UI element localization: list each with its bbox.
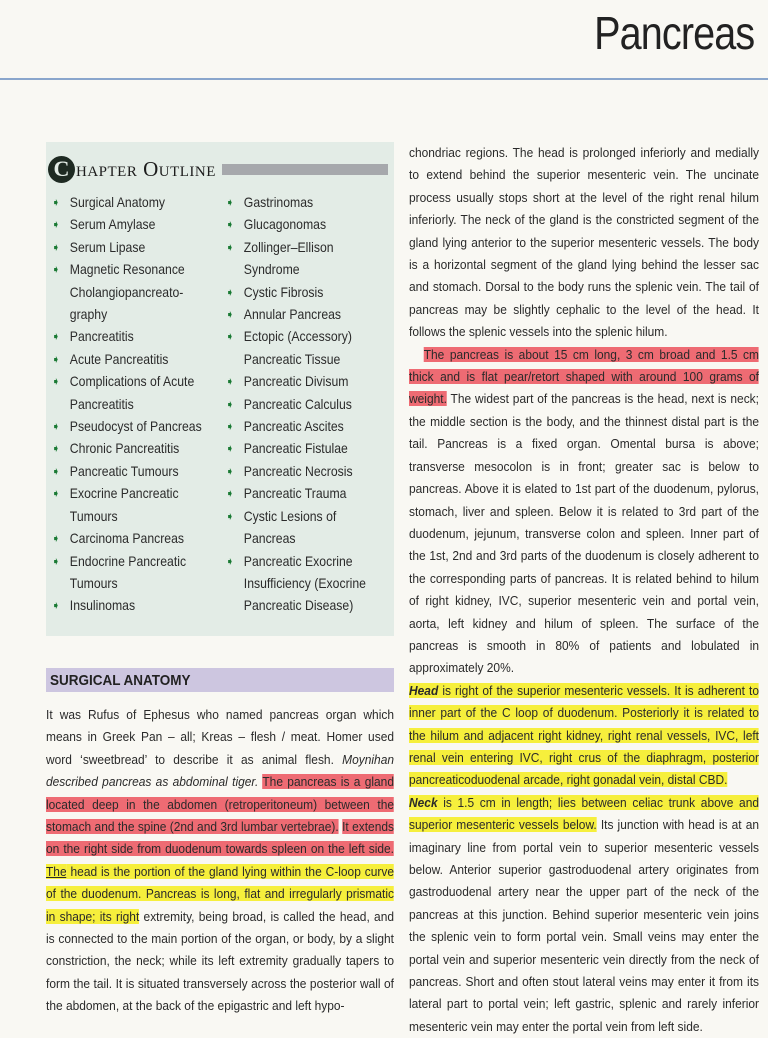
arrow-bullet-icon: ➧ bbox=[225, 286, 235, 299]
paragraph-neck bbox=[409, 792, 759, 1038]
outline-item bbox=[50, 528, 207, 550]
outline-item bbox=[50, 506, 207, 528]
outline-item-label: Magnetic Resonance bbox=[69, 262, 185, 278]
outline-item bbox=[224, 282, 372, 304]
arrow-bullet-icon: ➧ bbox=[225, 219, 235, 232]
outline-item-label: Pancreatic Fistulae bbox=[243, 441, 348, 457]
left-paragraph bbox=[46, 704, 394, 1018]
outline-item bbox=[50, 483, 207, 505]
outline-item-label: Tumours bbox=[69, 575, 118, 591]
highlight-yellow: head is the portion of the gland lying within the C-loop curve of the duodenum. Pancreas is long, flat and irregularly prismatic in shape; its right bbox=[46, 863, 395, 924]
outline-item bbox=[224, 394, 372, 416]
outline-item bbox=[224, 528, 372, 550]
outline-item-label: Pancreatic Calculus bbox=[243, 396, 352, 412]
outline-item bbox=[50, 304, 207, 326]
outline-item bbox=[50, 438, 207, 460]
outline-item-label: Syndrome bbox=[243, 262, 300, 278]
outline-item bbox=[50, 595, 207, 617]
arrow-bullet-icon: ➧ bbox=[225, 510, 235, 523]
outline-item bbox=[50, 416, 207, 438]
outline-item-label: Pancreatitis bbox=[69, 329, 134, 345]
outline-item-label: Gastrinomas bbox=[243, 195, 314, 210]
arrow-bullet-icon: ➧ bbox=[51, 219, 61, 232]
arrow-bullet-icon: ➧ bbox=[51, 241, 61, 254]
outline-item bbox=[50, 192, 207, 214]
outline-item bbox=[224, 438, 372, 460]
arrow-bullet-icon: ➧ bbox=[51, 533, 61, 546]
outline-item bbox=[224, 416, 372, 438]
paragraph-head bbox=[409, 680, 759, 792]
highlight-yellow: is 1.5 cm in length; lies between celiac trunk above and superior mesenteric vessels below. bbox=[409, 794, 760, 833]
outline-item bbox=[50, 326, 207, 348]
outline-item bbox=[224, 304, 372, 326]
arrow-bullet-icon: ➧ bbox=[225, 398, 235, 411]
outline-item bbox=[224, 349, 372, 371]
outline-item bbox=[224, 192, 372, 214]
outline-item-label: Annular Pancreas bbox=[243, 307, 341, 323]
outline-item bbox=[224, 371, 372, 393]
outline-item bbox=[224, 483, 372, 505]
outline-item-label: Cholangiopancreato- bbox=[69, 284, 184, 300]
outline-item-label: Pancreatic Ascites bbox=[243, 419, 344, 435]
outline-item bbox=[224, 214, 372, 236]
outline-list-right bbox=[224, 192, 388, 618]
outline-item-label: Pancreatic Necrosis bbox=[243, 463, 353, 479]
outline-item-label: Serum Lipase bbox=[69, 239, 146, 255]
outline-item-label: graphy bbox=[69, 307, 108, 323]
chapter-outline-header bbox=[48, 146, 388, 192]
page-title: Pancreas bbox=[593, 7, 754, 59]
outline-item-label: Zollinger–Ellison bbox=[243, 239, 334, 255]
outline-item-label: Tumours bbox=[69, 508, 118, 524]
outline-item bbox=[224, 326, 372, 348]
left-body-text bbox=[46, 704, 394, 1018]
outline-item bbox=[50, 237, 207, 259]
arrow-bullet-icon: ➧ bbox=[51, 555, 61, 568]
outline-item-label: Exocrine Pancreatic bbox=[69, 486, 179, 502]
term-neck: Neck bbox=[409, 794, 438, 810]
outline-item-label: Insulinomas bbox=[69, 598, 136, 614]
arrow-bullet-icon: ➧ bbox=[51, 465, 61, 478]
outline-item-label: Cystic Lesions of bbox=[243, 508, 337, 524]
term-head: Head bbox=[409, 682, 439, 698]
outline-item bbox=[50, 551, 207, 573]
highlight-yellow: is right of the superior mesenteric vessels. It is adherent to inner part of the C loop of duodenum. Posteriorly it is related to the hilum and adjacent right kidney, right renal vessels, IVC, left renal vein entering IVC, right crus of the diaphragm, posterior pancreaticoduodenal arcade, right gonadal vein, distal CBD. bbox=[409, 682, 760, 788]
outline-item-label: Pseudocyst of Pancreas bbox=[69, 419, 202, 435]
arrow-bullet-icon: ➧ bbox=[51, 443, 61, 456]
chapter-outline-columns bbox=[50, 192, 388, 618]
outline-item-label: Pancreatic Trauma bbox=[243, 486, 347, 502]
arrow-bullet-icon: ➧ bbox=[225, 488, 235, 501]
outline-item bbox=[50, 394, 207, 416]
outline-item-label: Chronic Pancreatitis bbox=[69, 441, 180, 457]
chapter-outline-box bbox=[46, 142, 394, 636]
text-run: extremity, being broad, is called the head, and is connected to the main portion of the organ, or body, by a slight constriction, the neck; while its left extremity gradually tapers to form the tail. It is situated transversely across the posterior wall of the abdomen, at the back of the epigastric and left hypo- bbox=[46, 908, 395, 1014]
text-run-italic: Moynihan described pancreas as abdominal tiger. bbox=[46, 751, 395, 790]
chapter-outline-bar bbox=[222, 164, 388, 175]
outline-item bbox=[50, 214, 207, 236]
highlight-yellow: The bbox=[46, 863, 67, 879]
outline-item bbox=[50, 573, 207, 595]
outline-item bbox=[224, 551, 372, 573]
arrow-bullet-icon: ➧ bbox=[225, 197, 235, 209]
arrow-bullet-icon: ➧ bbox=[51, 600, 61, 613]
arrow-bullet-icon: ➧ bbox=[225, 309, 235, 322]
outline-item-label: Acute Pancreatitis bbox=[69, 351, 169, 367]
text-run: The widest part of the pancreas is the head, next is neck; the middle section is the body, and the thinnest distal part is the tail. Pancreas is a fixed organ. Omental bursa is above; transverse mesocolon is in front; greater sac is below to pancreas. Above it is elated to 1st part of the duodenum, pylorus, stomach, liver and spleen. Below it is related to 3rd part of the duodenum, jejunum, transverse colon and spleen. Inner part of the 1st, 2nd and 3rd parts of the duodenum is closely adherent to the corresponding parts of pancreas. It is related behind to hilum of right kidney, IVC, superior mesenteric vein and portal vein, aorta, left kidney and hilum of spleen. The surface of the pancreas is smooth in 80% of patients and lobulated in approximately 20%. bbox=[409, 391, 760, 676]
outline-item bbox=[50, 349, 207, 371]
outline-item bbox=[224, 506, 372, 528]
outline-item-label: Pancreatic Divisum bbox=[243, 374, 349, 390]
outline-item-label: Pancreas bbox=[243, 531, 296, 547]
arrow-bullet-icon: ➧ bbox=[225, 555, 235, 568]
arrow-bullet-icon: ➧ bbox=[225, 443, 235, 456]
paragraph-continued: chondriac regions. The head is prolonged inferiorly and medially to extend behind the superior mesenteric vein. The uncinate process usually stops short at the level of the right renal hilum inferiorly. The neck of the gland is the constricted segment of the gland lying anterior to the superior mesenteric vessels. The body is a horizontal segment of the gland lying behind the lesser sac and stomach. Dorsal to the body runs the splenic vein. The tail of pancreas may be slightly cephalic to the level of the head. It follows the splenic vessels into the splenic hilum. bbox=[409, 145, 760, 340]
outline-item bbox=[50, 259, 207, 281]
text-run: Its junction with head is at an imaginary line from portal vein to superior mesenteric vessels below. Anterior superior gastroduodenal artery originates from gastroduodenal artery near the upper part of the neck of the pancreas at this junction. Behind superior mesenteric vein joins the splenic vein to form portal vein. Small veins may enter the portal vein and superior mesenteric vein directly from the neck of pancreas. Short and often stout lateral veins may enter it from its lateral part to portal vein; left gastric, splenic and rarely inferior mesenteric vein may enter the portal vein from left side. bbox=[409, 817, 760, 1034]
outline-item-label: Pancreatic Tissue bbox=[243, 351, 341, 367]
arrow-bullet-icon: ➧ bbox=[51, 264, 61, 277]
highlight-red: The pancreas is about 15 cm long, 3 cm broad and 1.5 cm thick and is flat pear/retort shaped with around 100 grams of weight. bbox=[409, 346, 760, 407]
section-heading bbox=[46, 668, 394, 692]
outline-item-label: Complications of Acute bbox=[69, 374, 195, 390]
text-run: It was Rufus of Ephesus who named pancreas organ which means in Greek Pan – all; Kreas – flesh / meat. Homer used word ‘sweetbread’ to describe it as animal flesh. bbox=[46, 707, 395, 767]
outline-item-label: Surgical Anatomy bbox=[69, 195, 166, 210]
outline-item bbox=[50, 371, 207, 393]
outline-item bbox=[224, 573, 372, 595]
arrow-bullet-icon: ➧ bbox=[225, 421, 235, 434]
outline-item-label: Insufficiency (Exocrine bbox=[243, 575, 366, 591]
arrow-bullet-icon: ➧ bbox=[51, 421, 61, 434]
paragraph-dimensions bbox=[409, 344, 759, 680]
highlight-red: The pancreas is a gland located deep in the abdomen (retroperitoneum) between the stomach and the spine (2nd and 3rd lumbar vertebrae). bbox=[46, 774, 395, 835]
arrow-bullet-icon: ➧ bbox=[51, 353, 61, 366]
arrow-bullet-icon: ➧ bbox=[51, 331, 61, 344]
section-heading-text: SURGICAL ANATOMY bbox=[50, 671, 191, 689]
outline-item-label: Glucagonomas bbox=[243, 217, 327, 233]
right-column bbox=[409, 142, 759, 1038]
outline-item-label: Serum Amylase bbox=[69, 217, 156, 233]
highlight-red: It extends on the right side from duodenum towards spleen on the left side. bbox=[46, 819, 395, 857]
outline-item-label: Pancreatic Tumours bbox=[69, 463, 179, 479]
outline-item bbox=[224, 259, 372, 281]
arrow-bullet-icon: ➧ bbox=[225, 465, 235, 478]
outline-item-label: Pancreatic Disease) bbox=[243, 598, 354, 614]
outline-item bbox=[224, 461, 372, 483]
arrow-bullet-icon: ➧ bbox=[225, 376, 235, 389]
arrow-bullet-icon: ➧ bbox=[51, 376, 61, 389]
outline-item bbox=[50, 282, 207, 304]
outline-item-label: Cystic Fibrosis bbox=[243, 284, 324, 300]
outline-item-label: Endocrine Pancreatic bbox=[69, 553, 187, 569]
right-body-text bbox=[409, 142, 759, 1038]
outline-item bbox=[224, 595, 372, 617]
left-column bbox=[46, 142, 394, 1018]
title-rule bbox=[0, 78, 768, 80]
outline-item bbox=[50, 461, 207, 483]
arrow-bullet-icon: ➧ bbox=[225, 331, 235, 344]
chapter-outline-cap-letter: C bbox=[48, 156, 75, 183]
arrow-bullet-icon: ➧ bbox=[51, 488, 61, 501]
outline-item-label: Ectopic (Accessory) bbox=[243, 329, 352, 345]
outline-item-label: Pancreatitis bbox=[69, 396, 134, 412]
outline-item-label: Pancreatic Exocrine bbox=[243, 553, 353, 569]
arrow-bullet-icon: ➧ bbox=[225, 241, 235, 254]
outline-list-left bbox=[50, 192, 224, 618]
arrow-bullet-icon: ➧ bbox=[51, 197, 61, 209]
outline-item-label: Carcinoma Pancreas bbox=[69, 531, 185, 547]
chapter-outline-title: hapter Outline bbox=[76, 156, 216, 181]
outline-item bbox=[224, 237, 372, 259]
